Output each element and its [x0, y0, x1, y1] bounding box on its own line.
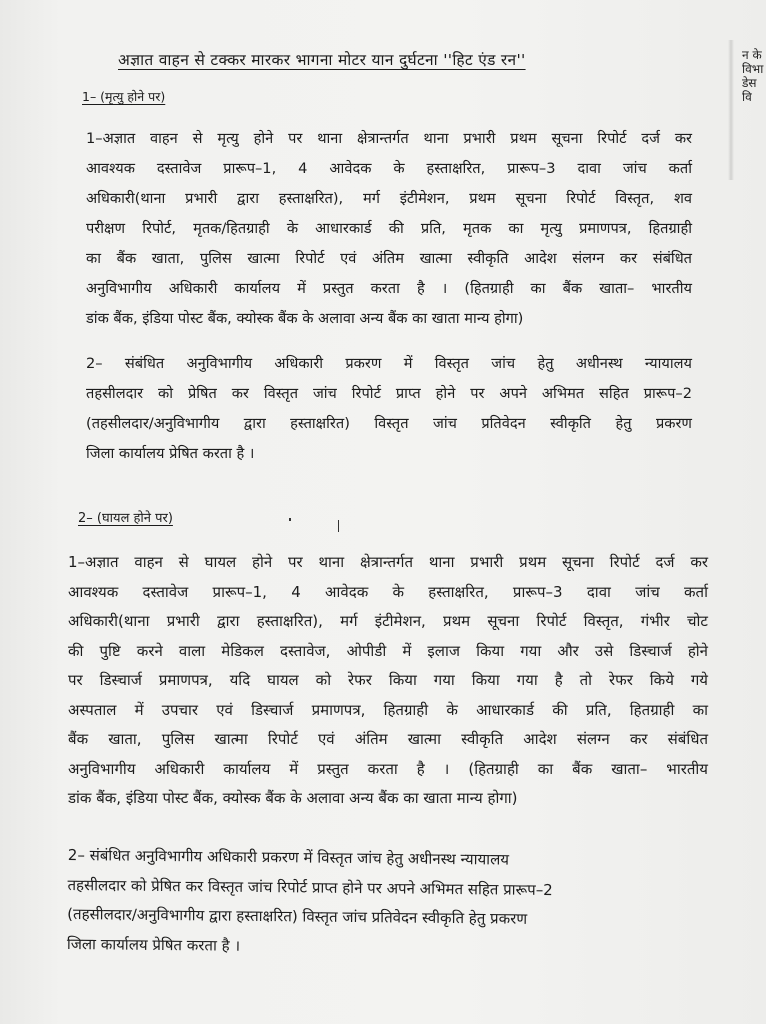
paper-fold-shadow — [728, 40, 734, 180]
text-line: अनुविभागीय अधिकारी कार्यालय में प्रस्तुत करता है । (हितग्राही का बैंक खाता– भारतीय — [68, 759, 708, 778]
text-line: अस्पताल में उपचार एवं डिस्चार्ज प्रमाणपत्र, हितग्राही के आधारकार्ड की प्रति, हितग्राही का — [68, 700, 708, 719]
scan-speck — [289, 518, 291, 521]
fragment-line: वि — [742, 90, 752, 104]
scan-speck — [338, 520, 339, 532]
document-title: अज्ञात वाहन से टक्कर मारकर भागना मोटर यान दुर्घटना ''हिट एंड रन'' — [118, 51, 526, 69]
text-line: (तहसीलदार/अनुविभागीय द्वारा हस्ताक्षरित) विस्तृत जांच प्रतिवेदन स्वीकृति हेतु प्रकरण — [67, 904, 528, 928]
text-line: जिला कार्यालय प्रेषित करता है । — [66, 934, 241, 955]
section1-paragraph-1 — [86, 124, 692, 334]
adjacent-page-fragment — [742, 48, 766, 104]
text-line: 2– संबंधित अनुविभागीय अधिकारी प्रकरण में विस्तृत जांच हेतु अधीनस्थ न्यायालय — [67, 845, 510, 869]
text-line: जिला कार्यालय प्रेषित करता है । — [86, 445, 255, 462]
text-line: आवश्यक दस्तावेज प्रारूप–1, 4 आवेदक के हस्ताक्षरित, प्रारूप–3 दावा जांच कर्ता — [86, 160, 692, 177]
text-line: का बैंक खाता, पुलिस खात्मा रिपोर्ट एवं अंतिम खात्मा स्वीकृति आदेश संलग्न कर संबंधित — [86, 250, 692, 267]
text-line: बैंक खाता, पुलिस खात्मा रिपोर्ट एवं अंतिम खात्मा स्वीकृति आदेश संलग्न कर संबंधित — [68, 730, 708, 748]
text-line: 1–अज्ञात वाहन से मृत्यु होने पर थाना क्षेत्रान्तर्गत थाना प्रभारी प्रथम सूचना रिपोर्ट दर्ज कर — [86, 130, 692, 147]
section1-paragraph-2 — [86, 349, 692, 469]
text-line: तहसीलदार को प्रेषित कर विस्तृत जांच रिपोर्ट प्राप्त होने पर अपने अभिमत सहित प्रारूप–2 — [67, 875, 553, 899]
text-line: अधिकारी(थाना प्रभारी द्वारा हस्ताक्षरित), मर्ग इंटीमेशन, प्रथम सूचना रिपोर्ट विस्तृत, गंभीर चोट — [68, 612, 708, 630]
text-line: पर डिस्चार्ज प्रमाणपत्र, यदि घायल को रेफर किया गया किया गया है तो रेफर किये गये — [68, 671, 708, 689]
text-line: डांक बैंक, इंडिया पोस्ट बैंक, क्योस्क बैंक के अलावा अन्य बैंक का खाता मान्य होगा) — [86, 310, 524, 327]
text-line: डांक बैंक, इंडिया पोस्ट बैंक, क्योस्क बैंक के अलावा अन्य बैंक का खाता मान्य होगा) — [68, 789, 518, 807]
fragment-line: डेस — [742, 76, 757, 90]
text-line: 1–अज्ञात वाहन से घायल होने पर थाना क्षेत्रान्तर्गत थाना प्रभारी प्रथम सूचना रिपोर्ट दर्ज कर — [68, 553, 708, 571]
text-line: तहसीलदार को प्रेषित कर विस्तृत जांच रिपोर्ट प्राप्त होने पर अपने अभिमत सहित प्रारूप–2 — [86, 385, 692, 402]
text-line: (तहसीलदार/अनुविभागीय द्वारा हस्ताक्षरित) विस्तृत जांच प्रतिवेदन स्वीकृति हेतु प्रकरण — [86, 415, 692, 432]
text-line: आवश्यक दस्तावेज प्रारूप–1, 4 आवेदक के हस्ताक्षरित, प्रारूप–3 दावा जांच कर्ता — [68, 582, 708, 601]
text-line: अधिकारी(थाना प्रभारी द्वारा हस्ताक्षरित), मर्ग इंटीमेशन, प्रथम सूचना रिपोर्ट विस्तृत, शव — [86, 190, 692, 207]
fragment-line: विभा — [742, 62, 764, 76]
text-line: परीक्षण रिपोर्ट, मृतक/हितग्राही के आधारकार्ड की प्रति, मृतक का मृत्यु प्रमाणपत्र, हितग्राही — [86, 220, 692, 237]
section2-paragraph-2 — [67, 841, 718, 966]
text-line: अनुविभागीय अधिकारी कार्यालय में प्रस्तुत करता है । (हितग्राही का बैंक खाता– भारतीय — [86, 280, 692, 297]
section2-paragraph-1 — [68, 548, 708, 814]
text-line: की पुष्टि करने वाला मेडिकल दस्तावेज, ओपीडी में इलाज किया गया और उसे डिस्चार्ज होने — [68, 641, 708, 660]
text-line: 2– संबंधित अनुविभागीय अधिकारी प्रकरण में विस्तृत जांच हेतु अधीनस्थ न्यायालय — [86, 355, 692, 372]
section-heading-death: 1– (मृत्यु होने पर) — [82, 89, 166, 104]
section-heading-injury: 2– (घायल होने पर) — [78, 511, 173, 526]
fragment-line: न के — [742, 48, 762, 62]
